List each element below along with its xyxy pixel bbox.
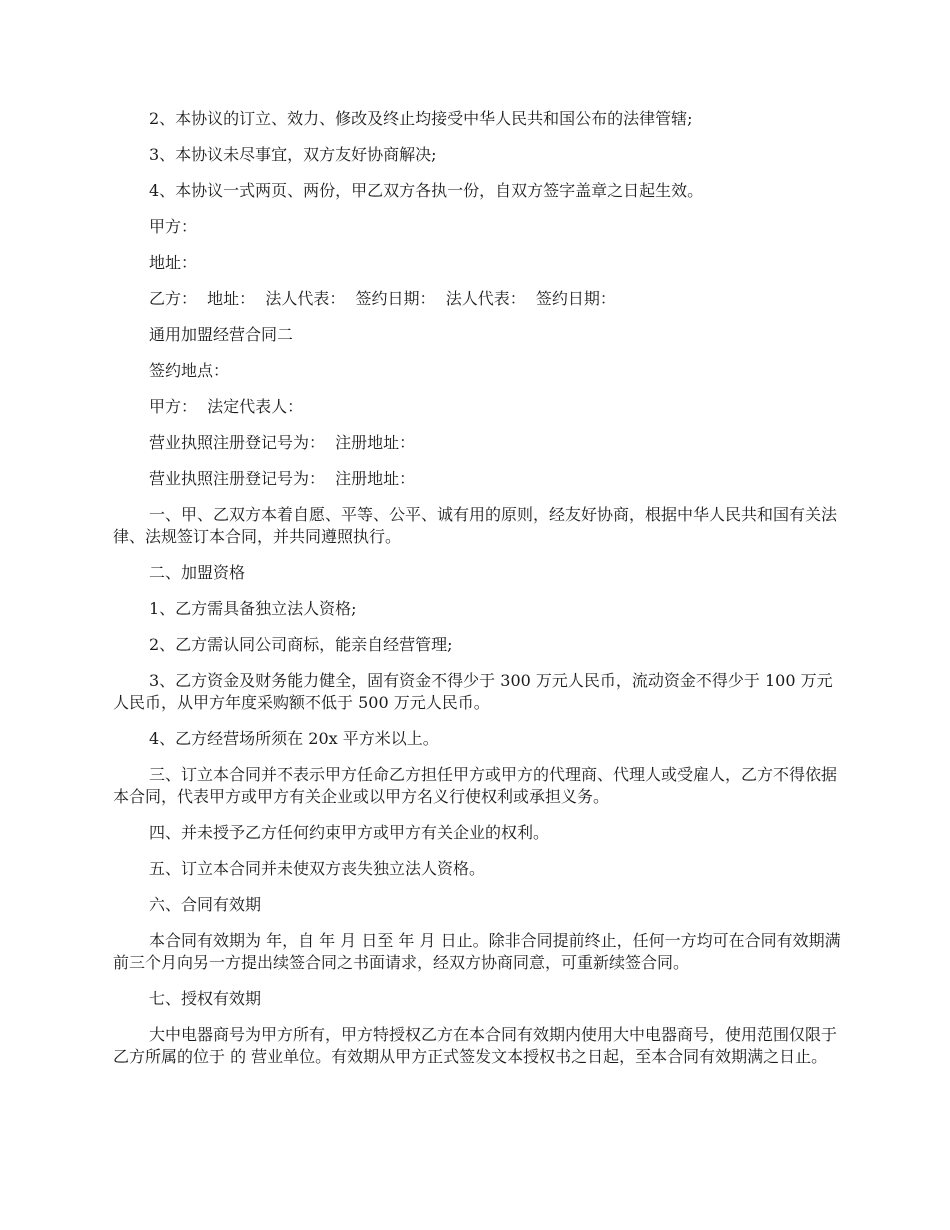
- section-2-heading: 二、加盟资格: [149, 563, 246, 582]
- party-b-signature-line: 乙方： 地址： 法人代表： 签约日期： 法人代表： 签约日期：: [149, 289, 616, 308]
- section-1-principles: 一、甲、乙双方本着自愿、平等、公平、诚有用的原则，经友好协商，根据中华人民共和国有关法律、法规签订本合同，并共同遵照执行。: [113, 505, 838, 546]
- address-label: 地址：: [149, 253, 198, 272]
- business-license-line-2: 营业执照注册登记号为： 注册地址：: [149, 469, 416, 488]
- clause-2-governing-law: 2、本协议的订立、效力、修改及终止均接受中华人民共和国公布的法律管辖;: [149, 109, 693, 128]
- clause-3-unresolved-matters: 3、本协议未尽事宜，双方友好协商解决;: [149, 145, 437, 164]
- contract-term-text: 本合同有效期为 年，自 年 月 日至 年 月 日止。除非合同提前终止，任何一方均可在合同有效期满前三个月向另一方提出续签合同之书面请求，经双方协商同意，可重新续签合同。: [113, 931, 841, 972]
- qualification-4: 4、乙方经营场所须在 20x 平方米以上。: [149, 729, 439, 748]
- party-a-label: 甲方：: [149, 217, 198, 236]
- authorization-term-text: 大中电器商号为甲方所有，甲方特授权乙方在本合同有效期内使用大中电器商号，使用范围仅限于乙方所属的位于 的 营业单位。有效期从甲方正式签发文本授权书之日起，至本合同有效期满之日止。: [113, 1025, 838, 1066]
- section-3-no-agency: 三、订立本合同并不表示甲方任命乙方担任甲方或甲方的代理商、代理人或受雇人，乙方不得依据本合同，代表甲方或甲方有关企业或以甲方名义行使权利或承担义务。: [113, 765, 838, 806]
- qualification-3: 3、乙方资金及财务能力健全，固有资金不得少于 300 万元人民币，流动资金不得少于 100 万元人民币，从甲方年度采购额不低于 500 万元人民币。: [113, 671, 833, 712]
- qualification-1: 1、乙方需具备独立法人资格;: [149, 599, 357, 618]
- signing-place-label: 签约地点：: [149, 361, 230, 380]
- contract-two-title: 通用加盟经营合同二: [149, 325, 294, 344]
- section-4-no-binding-right: 四、并未授予乙方任何约束甲方或甲方有关企业的权利。: [149, 823, 550, 842]
- section-6-heading: 六、合同有效期: [149, 895, 262, 914]
- section-5-independence: 五、订立本合同并未使双方丧失独立法人资格。: [149, 859, 486, 878]
- qualification-2: 2、乙方需认同公司商标，能亲自经营管理;: [149, 635, 453, 654]
- business-license-line-1: 营业执照注册登记号为： 注册地址：: [149, 433, 416, 452]
- clause-4-copies: 4、本协议一式两页、两份，甲乙双方各执一份，自双方签字盖章之日起生效。: [149, 181, 704, 200]
- party-a-legal-rep-line: 甲方： 法定代表人：: [149, 397, 304, 416]
- document-page: [113, 108, 843, 1068]
- section-7-heading: 七、授权有效期: [149, 989, 262, 1008]
